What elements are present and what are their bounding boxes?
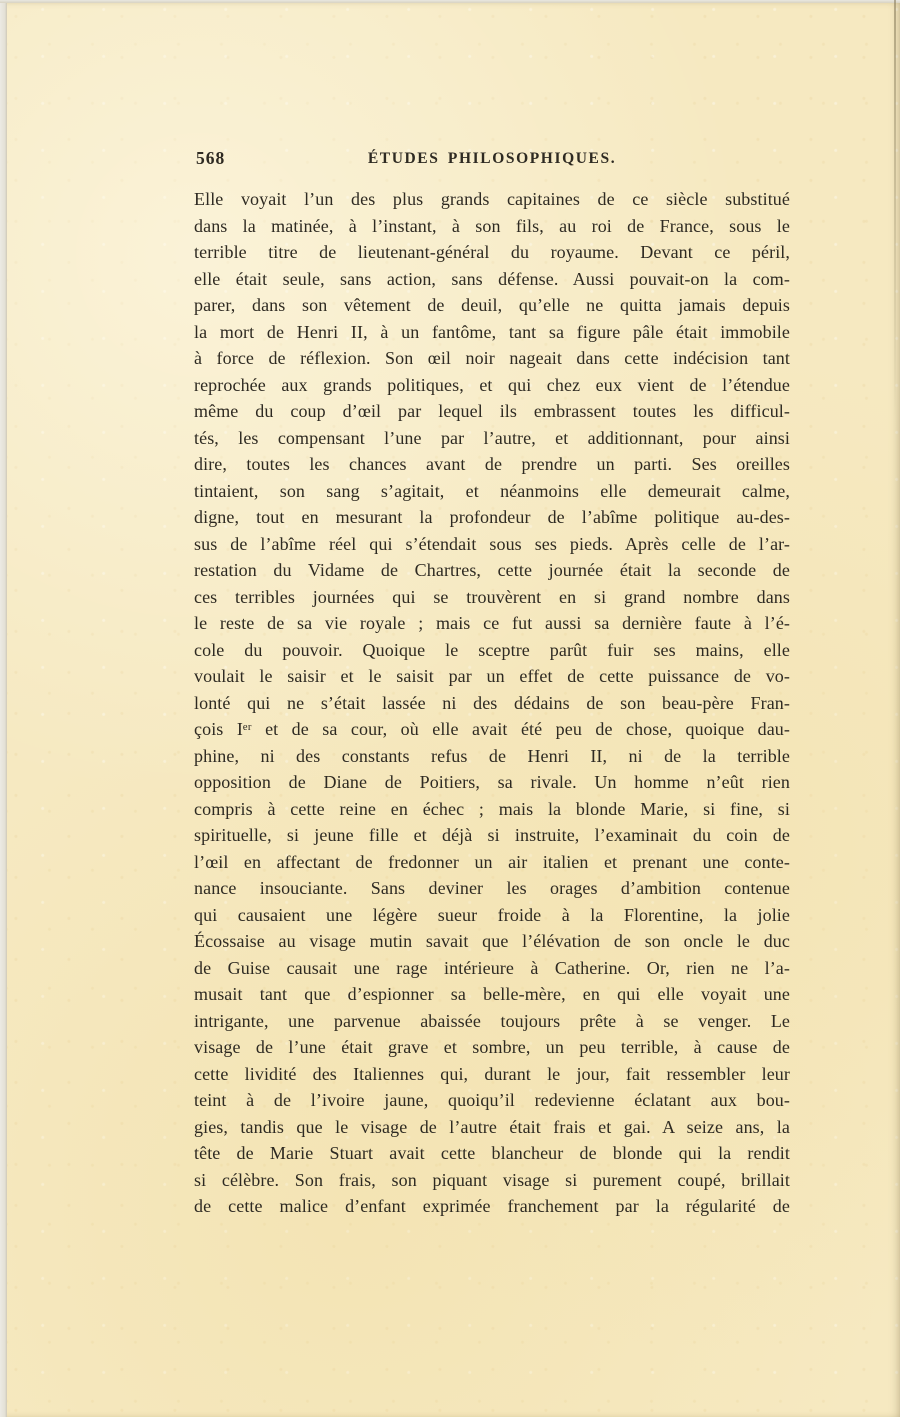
text-line: opposition de Diane de Poitiers, sa rivale. Un homme n’eût rien bbox=[194, 772, 790, 792]
text-line: phine, ni des constants refus de Henri II, ni de la terrible bbox=[194, 745, 790, 766]
text-line: digne, tout en mesurant la profondeur de l’abîme politique au-des- bbox=[194, 507, 790, 527]
text-line: tés, les compensant l’une par l’autre, et additionnant, pour ainsi bbox=[194, 427, 790, 448]
text-line: cole du pouvoir. Quoique le sceptre parût fuir ses mains, elle bbox=[194, 639, 790, 660]
text-line: Écossaise au visage mutin savait que l’élévation de son oncle le duc bbox=[194, 931, 790, 951]
page-number: 568 bbox=[196, 148, 226, 168]
text-line: voulait le saisir et le saisit par un effet de cette puissance de vo- bbox=[194, 666, 790, 686]
text-line: tête de Marie Stuart avait cette blancheur de blonde qui la rendit bbox=[194, 1143, 790, 1163]
text-line: qui causaient une légère sueur froide à la Florentine, la jolie bbox=[194, 904, 790, 925]
scanner-edge-left bbox=[0, 0, 7, 1417]
page-header bbox=[194, 148, 790, 172]
text-line: même du coup d’œil par lequel ils embrassent toutes les difficul- bbox=[194, 401, 790, 421]
text-line: parer, dans son vêtement de deuil, qu’elle ne quitta jamais depuis bbox=[194, 295, 790, 315]
text-line: reprochée aux grands politiques, et qui chez eux vient de l’étendue bbox=[194, 374, 790, 395]
text-line: si célèbre. Son frais, son piquant visage si purement coupé, brillait bbox=[194, 1169, 790, 1190]
page-edge-shadow bbox=[894, 0, 896, 420]
text-line: elle était seule, sans action, sans défense. Aussi pouvait-on la com- bbox=[194, 268, 790, 289]
text-line: de Guise causait une rage intérieure à Catherine. Or, rien ne l’a- bbox=[194, 957, 790, 978]
text-line: ces terribles journées qui se trouvèrent en si grand nombre dans bbox=[194, 586, 790, 607]
text-line: le reste de sa vie royale ; mais ce fut aussi sa dernière faute à l’é- bbox=[194, 613, 790, 633]
text-line: restation du Vidame de Chartres, cette journée était la seconde de bbox=[194, 560, 790, 580]
text-line: nance insouciante. Sans deviner les orages d’ambition contenue bbox=[194, 878, 790, 898]
text-line: visage de l’une était grave et sombre, un peu terrible, à cause de bbox=[194, 1037, 790, 1057]
body-text bbox=[194, 186, 790, 1220]
text-line: gies, tandis que le visage de l’autre était frais et gai. A seize ans, la bbox=[194, 1116, 790, 1137]
text-line: Elle voyait l’un des plus grands capitaines de ce siècle substitué bbox=[194, 189, 790, 209]
text-line: spirituelle, si jeune fille et déjà si instruite, l’examinait du coin de bbox=[194, 825, 790, 845]
text-line: cette lividité des Italiennes qui, durant le jour, fait ressembler leur bbox=[194, 1063, 790, 1084]
text-line: çois Iᵉʳ et de sa cour, où elle avait été peu de chose, quoique dau- bbox=[194, 719, 790, 739]
text-line: tintaient, son sang s’agitait, et néanmoins elle demeurait calme, bbox=[194, 480, 790, 501]
text-line: dans la matinée, à l’instant, à son fils, au roi de France, sous le bbox=[194, 215, 790, 236]
text-line: la mort de Henri II, à un fantôme, tant sa figure pâle était immobile bbox=[194, 321, 790, 342]
text-line: intrigante, une parvenue abaissée toujours prête à se venger. Le bbox=[194, 1010, 790, 1031]
text-line: compris à cette reine en échec ; mais la blonde Marie, si fine, si bbox=[194, 798, 790, 819]
text-line: dire, toutes les chances avant de prendre un parti. Ses oreilles bbox=[194, 454, 790, 474]
text-line: teint à de l’ivoire jaune, quoiqu’il redevienne éclatant aux bou- bbox=[194, 1090, 790, 1110]
scanner-edge-top bbox=[0, 0, 900, 3]
text-line: de cette malice d’enfant exprimée franchement par la régularité de bbox=[194, 1196, 790, 1216]
text-line: sus de l’abîme réel qui s’étendait sous ses pieds. Après celle de l’ar- bbox=[194, 533, 790, 554]
text-line: terrible titre de lieutenant-général du royaume. Devant ce péril, bbox=[194, 242, 790, 262]
running-title: ÉTUDES PHILOSOPHIQUES. bbox=[367, 150, 617, 167]
text-line: musait tant que d’espionner sa belle-mère, en qui elle voyait une bbox=[194, 984, 790, 1004]
text-line: l’œil en affectant de fredonner un air italien et prenant une conte- bbox=[194, 851, 790, 872]
text-line: à force de réflexion. Son œil noir nageait dans cette indécision tant bbox=[194, 348, 790, 368]
text-line: lonté qui ne s’était lassée ni des dédains de son beau-père Fran- bbox=[194, 692, 790, 713]
